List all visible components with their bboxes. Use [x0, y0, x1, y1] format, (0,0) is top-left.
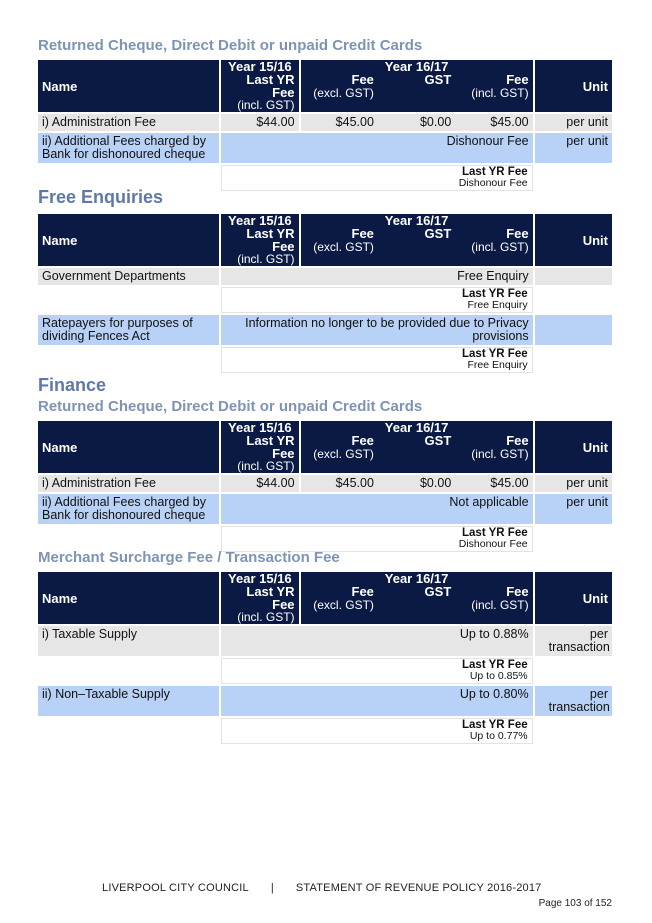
- last-yr-row: [38, 658, 612, 684]
- table-row: [38, 475, 612, 492]
- last-yr-row: [38, 287, 612, 313]
- page-number: Page 103 of 152: [538, 898, 612, 909]
- row-name: ii) Additional Fees charged by Bank for dishonoured cheque: [38, 133, 219, 163]
- last-yr-row: [38, 718, 612, 744]
- last-yr-fee-note: Last YR Fee Up to 0.77%: [221, 718, 532, 744]
- col-header-year-1617: Year 16/17 Fee (excl. GST) GST Fee (incl. GST): [301, 421, 533, 473]
- row-unit: per transaction: [535, 686, 612, 716]
- col-header-name: Name: [38, 214, 219, 266]
- table-row: [38, 133, 612, 163]
- col-header-last-yr: Year 15/16 Last YR Fee (incl. GST): [221, 421, 298, 473]
- row-unit: per unit: [535, 494, 612, 524]
- row-unit: per transaction: [535, 626, 612, 656]
- row-name: i) Administration Fee: [38, 114, 219, 131]
- section-heading-finance: Finance: [38, 375, 107, 395]
- col-header-last-yr: Year 15/16 Last YR Fee (incl. GST): [221, 214, 298, 266]
- row-unit: [535, 268, 612, 285]
- row-name: ii) Non–Taxable Supply: [38, 686, 219, 716]
- fee-table-returned-cheque: [36, 58, 614, 193]
- row-fee: Information no longer to be provided due to Privacy provisions: [221, 315, 532, 345]
- col-header-unit: Unit: [535, 572, 612, 624]
- last-yr-fee-note: Last YR Fee Dishonour Fee: [221, 165, 532, 191]
- last-yr-fee-note: Last YR Fee Dishonour Fee: [221, 526, 532, 552]
- row-fee: Up to 0.80%: [221, 686, 532, 716]
- row-name: i) Administration Fee: [38, 475, 219, 492]
- row-fees-1617: $45.00 $0.00 $45.00: [301, 475, 533, 492]
- table-row: [38, 114, 612, 131]
- col-header-unit: Unit: [535, 421, 612, 473]
- row-name: Ratepayers for purposes of dividing Fences Act: [38, 315, 219, 345]
- table-row: [38, 268, 612, 285]
- section-title-returned-cheque: Returned Cheque, Direct Debit or unpaid Credit Cards: [38, 37, 423, 54]
- row-fee: Not applicable: [221, 494, 532, 524]
- col-header-unit: Unit: [535, 214, 612, 266]
- last-yr-fee-note: Last YR Fee Up to 0.85%: [221, 658, 532, 684]
- row-name: Government Departments: [38, 268, 219, 285]
- section-title-free-enquiries: Free Enquiries: [38, 187, 164, 207]
- row-last-yr-fee: $44.00: [221, 114, 298, 131]
- row-name: ii) Additional Fees charged by Bank for dishonoured cheque: [38, 494, 219, 524]
- table-row: [38, 686, 612, 716]
- row-fee: Up to 0.88%: [221, 626, 532, 656]
- col-header-year-1617: Year 16/17 Fee (excl. GST) GST Fee (incl. GST): [301, 60, 533, 112]
- col-header-name: Name: [38, 421, 219, 473]
- row-last-yr-fee: $44.00: [221, 475, 298, 492]
- row-fee: Dishonour Fee: [221, 133, 532, 163]
- row-unit: [535, 315, 612, 345]
- fee-table-free-enquiries: [36, 212, 614, 375]
- page-footer: [102, 882, 542, 894]
- table-row: [38, 315, 612, 345]
- fee-table-merchant-surcharge: [36, 570, 614, 746]
- row-fees-1617: $45.00 $0.00 $45.00: [301, 114, 533, 131]
- last-yr-fee-note: Last YR Fee Free Enquiry: [221, 287, 532, 313]
- row-fee: Free Enquiry: [221, 268, 532, 285]
- footer-org: LIVERPOOL CITY COUNCIL: [102, 882, 249, 894]
- section-title-merchant-surcharge: Merchant Surcharge Fee / Transaction Fee: [38, 549, 340, 566]
- row-unit: per unit: [535, 475, 612, 492]
- col-header-name: Name: [38, 60, 219, 112]
- last-yr-row: [38, 347, 612, 373]
- last-yr-fee-note: Last YR Fee Free Enquiry: [221, 347, 532, 373]
- row-name: i) Taxable Supply: [38, 626, 219, 656]
- row-unit: per unit: [535, 114, 612, 131]
- col-header-unit: Unit: [535, 60, 612, 112]
- col-header-year-1617: Year 16/17 Fee (excl. GST) GST Fee (incl. GST): [301, 214, 533, 266]
- footer-doc-title: STATEMENT OF REVENUE POLICY 2016-2017: [295, 882, 542, 894]
- col-header-name: Name: [38, 572, 219, 624]
- section-title-returned-cheque-finance: Returned Cheque, Direct Debit or unpaid Credit Cards: [38, 398, 423, 415]
- footer-separator: |: [270, 882, 274, 894]
- table-row: [38, 494, 612, 524]
- col-header-last-yr: Year 15/16 Last YR Fee (incl. GST): [221, 572, 298, 624]
- col-header-last-yr: Year 15/16 Last YR Fee (incl. GST): [221, 60, 298, 112]
- table-row: [38, 626, 612, 656]
- fee-table-returned-cheque-finance: [36, 419, 614, 554]
- col-header-year-1617: Year 16/17 Fee (excl. GST) GST Fee (incl. GST): [301, 572, 533, 624]
- row-unit: per unit: [535, 133, 612, 163]
